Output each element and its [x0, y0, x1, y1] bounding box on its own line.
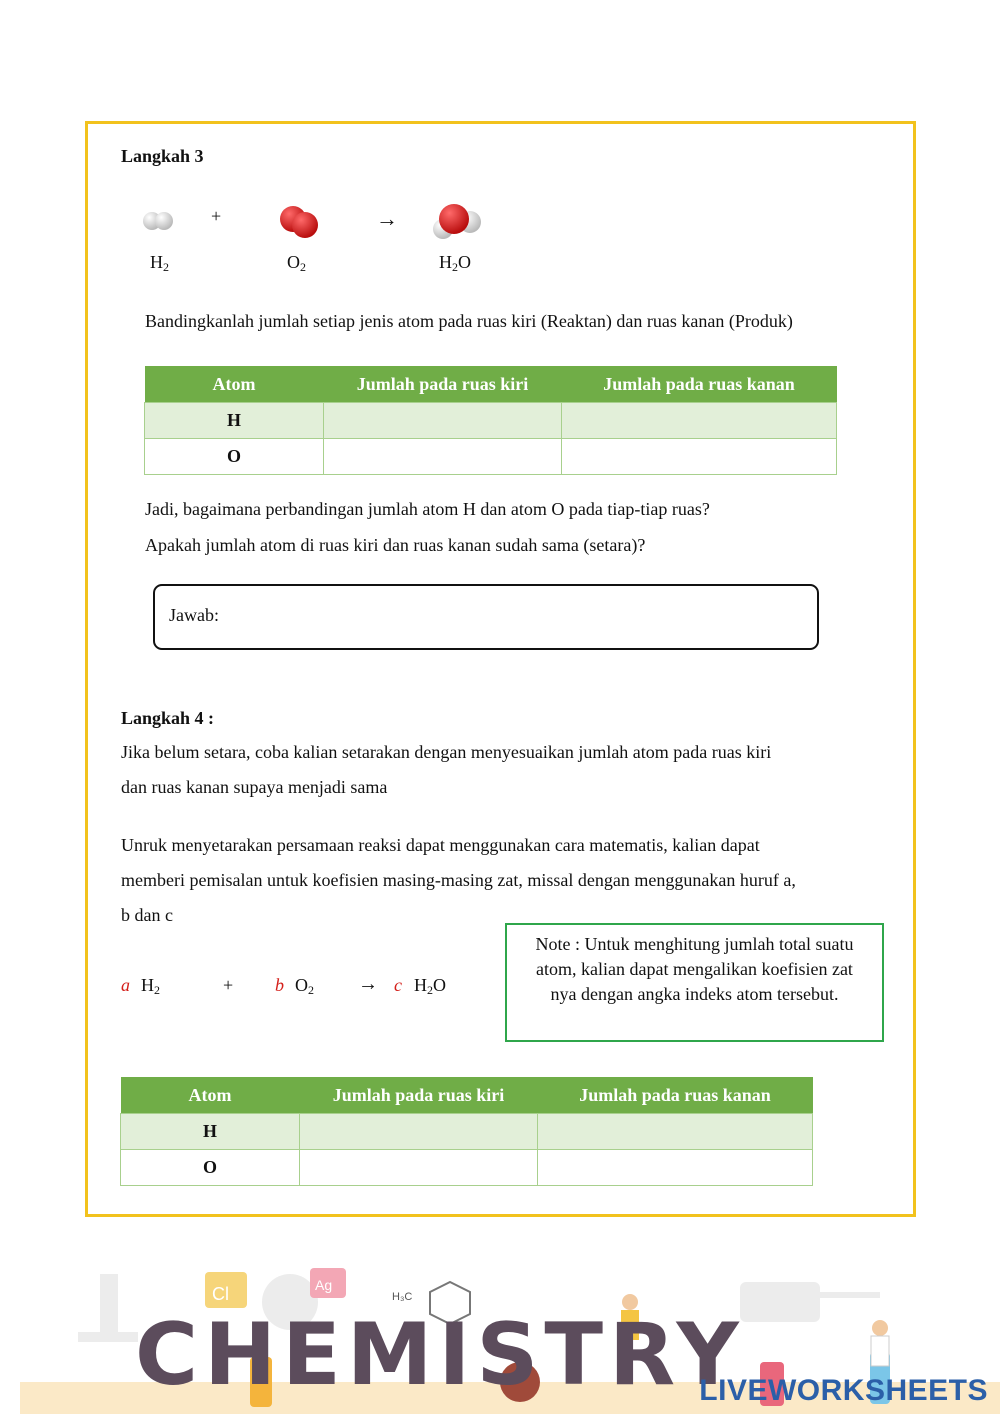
- coefficient-c: c: [394, 975, 402, 995]
- step3-question-1: Jadi, bagaimana perbandingan jumlah atom H dan atom O pada tiap-tiap ruas?: [145, 499, 710, 519]
- table-row: [145, 403, 837, 439]
- h-left-input[interactable]: [300, 1114, 538, 1150]
- o-right-input[interactable]: [562, 439, 837, 475]
- table-row: [121, 1114, 813, 1150]
- o-left-input[interactable]: [324, 439, 562, 475]
- h-right-input[interactable]: [538, 1114, 813, 1150]
- table-header-left: Jumlah pada ruas kiri: [300, 1077, 538, 1114]
- step4-paragraph2-line2: memberi pemisalan untuk koefisien masing-masing zat, missal dengan menggunakan huruf a,: [121, 870, 796, 890]
- step3-question-2: Apakah jumlah atom di ruas kiri dan ruas kanan sudah sama (setara)?: [145, 535, 646, 555]
- table-header-left: Jumlah pada ruas kiri: [324, 366, 562, 403]
- step3-instruction: Bandingkanlah jumlah setiap jenis atom pada ruas kiri (Reaktan) dan ruas kanan (Produk): [145, 311, 793, 331]
- coefficient-a: a: [121, 975, 130, 995]
- reaction-arrow: →: [376, 206, 398, 231]
- atom-cell-o: O: [145, 439, 324, 475]
- table-row: [121, 1150, 813, 1186]
- answer-box[interactable]: [153, 584, 819, 650]
- equation-h2o: $H_2O$: [414, 975, 446, 997]
- equation-arrow: →: [358, 973, 378, 995]
- step4-paragraph2-line3: b dan c: [121, 905, 173, 925]
- atom-cell-h: H: [121, 1114, 300, 1150]
- step4-paragraph1-line2: dan ruas kanan supaya menjadi sama: [121, 777, 388, 797]
- o-right-input[interactable]: [538, 1150, 813, 1186]
- atom-cell-o: O: [121, 1150, 300, 1186]
- liveworksheets-logo: LIVEWORKSHEETS: [699, 1374, 988, 1407]
- ag-tile-label: Ag: [315, 1277, 333, 1293]
- equation-plus: +: [223, 975, 234, 995]
- step4-heading: Langkah 4 :: [121, 708, 215, 728]
- h2o-molecule-icon: [430, 198, 486, 246]
- worksheet-frame: [85, 121, 916, 1217]
- step3-atom-table: [144, 366, 837, 475]
- atom-cell-h: H: [145, 403, 324, 439]
- step4-paragraph1-line1: Jika belum setara, coba kalian setarakan dengan menyesuaikan jumlah atom pada ruas kiri: [121, 742, 772, 762]
- h-right-input[interactable]: [562, 403, 837, 439]
- banner-word: CHEMISTRY: [135, 1305, 745, 1405]
- table-header-right: Jumlah pada ruas kanan: [538, 1077, 813, 1114]
- h2-label: $H_2$: [150, 252, 169, 274]
- chemistry-banner: [0, 1262, 1000, 1414]
- o2-molecule-icon: [276, 201, 324, 243]
- equation-h2: $H_2$: [141, 975, 160, 997]
- o2-label: $O_2$: [287, 252, 306, 274]
- plus-sign: +: [211, 206, 222, 226]
- table-header-atom: Atom: [145, 366, 324, 403]
- coefficient-b: b: [275, 975, 284, 995]
- h-left-input[interactable]: [324, 403, 562, 439]
- table-row: [145, 439, 837, 475]
- molecule-label: H₃C: [392, 1291, 413, 1303]
- step4-atom-table: [120, 1077, 813, 1186]
- equation-o2: $O_2$: [295, 975, 314, 997]
- h2-molecule-icon: [138, 204, 180, 236]
- h2o-label: $H_2O$: [439, 252, 471, 274]
- table-header-atom: Atom: [121, 1077, 300, 1114]
- note-box: Note : Untuk menghitung jumlah total suatu atom, kalian dapat mengalikan koefisien zat nya dengan angka indeks atom tersebut.: [505, 923, 884, 1042]
- step4-paragraph2-line1: Unruk menyetarakan persamaan reaksi dapat menggunakan cara matematis, kalian dapat: [121, 835, 760, 855]
- o-left-input[interactable]: [300, 1150, 538, 1186]
- table-header-right: Jumlah pada ruas kanan: [562, 366, 837, 403]
- step3-heading: Langkah 3: [121, 146, 204, 166]
- answer-label: Jawab:: [169, 605, 219, 625]
- cl-tile-label: Cl: [212, 1284, 229, 1304]
